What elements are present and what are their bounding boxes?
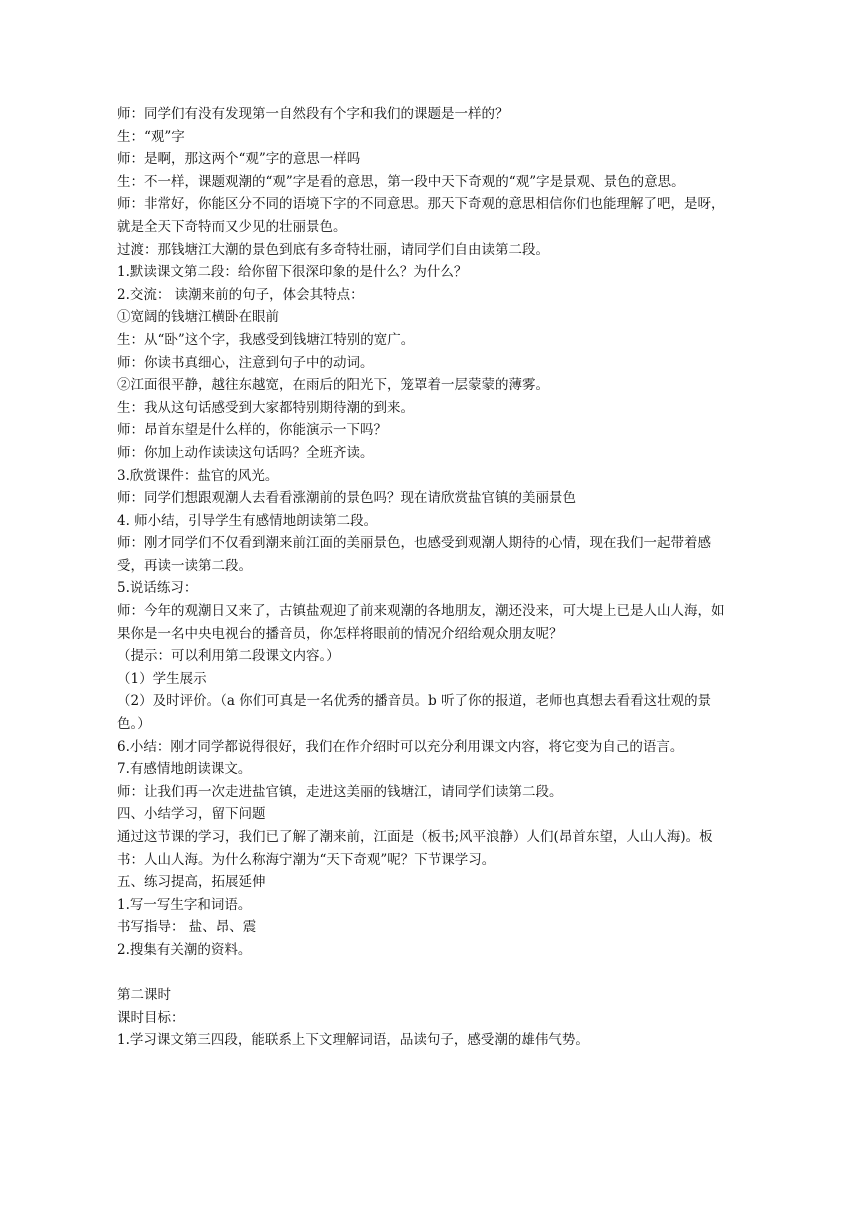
blank-line — [117, 962, 735, 985]
paragraph: 1.写一写生字和词语。 — [117, 896, 252, 913]
section-heading: 五、练习提高，拓展延伸 — [117, 874, 266, 891]
paragraph: 师：同学们想跟观潮人去看看涨潮前的景色吗？现在请欣赏盐官镇的美丽景色 — [117, 490, 576, 507]
paragraph: 生：不一样，课题观潮的“观”字是看的意思，第一段中天下奇观的“观”字是景观、景色的意思。 — [117, 173, 685, 190]
paragraph: 生：“观”字 — [117, 128, 185, 145]
paragraph: 1.学习课文第三四段，能联系上下文理解词语，品读句子，感受潮的雄伟气势。 — [117, 1032, 589, 1049]
paragraph: 生：从“卧”这个字，我感受到钱塘江特别的宽广。 — [117, 331, 415, 348]
paragraph: 师：让我们再一次走进盐官镇，走进这美丽的钱塘江，请同学们读第二段。 — [117, 783, 563, 800]
paragraph: 书写指导： 盐、昂、震 — [117, 919, 257, 936]
paragraph: （1）学生展示 — [117, 670, 207, 687]
paragraph: ①宽阔的钱塘江横卧在眼前 — [117, 309, 279, 326]
paragraph: 师：刚才同学们不仅看到潮来前江面的美丽景色，也感受到观潮人期待的心情，现在我们一起带着感受，再读一读第二段。 — [117, 535, 711, 574]
paragraph: 5.说话练习： — [117, 580, 198, 597]
paragraph: （2）及时评价。（a 你们可真是一名优秀的播音员。b 听了你的报道，老师也真想去看看这壮观的景色。） — [117, 693, 712, 733]
paragraph: 师：昂首东望是什么样的，你能演示一下吗？ — [117, 422, 387, 439]
paragraph: 生：我从这句话感受到大家都特别期待潮的到来。 — [117, 399, 414, 416]
document-page — [117, 103, 735, 1052]
paragraph: 通过这节课的学习，我们已了解了潮来前，江面是（板书;风平浪静）人们(昂首东望，人山人海)。板书：人山人海。为什么称海宁潮为“天下奇观”呢？下节课学习。 — [117, 829, 713, 868]
paragraph: 过渡：那钱塘江大潮的景色到底有多奇特壮丽，请同学们自由读第二段。 — [117, 241, 549, 258]
paragraph: 师：你读书真细心，注意到句子中的动词。 — [117, 354, 374, 371]
paragraph: 6.小结：刚才同学都说得很好，我们在作介绍时可以充分利用课文内容，将它变为自己的语言。 — [117, 738, 684, 755]
paragraph: 师：是啊，那这两个“观”字的意思一样吗 — [117, 151, 361, 168]
paragraph: 7.有感情地朗读课文。 — [117, 761, 252, 778]
paragraph: 4. 师小结，引导学生有感情地朗读第二段。 — [117, 512, 378, 529]
section-heading: 第二课时 — [117, 987, 171, 1004]
paragraph: ②江面很平静，越往东越宽，在雨后的阳光下，笼罩着一层蒙蒙的薄雾。 — [117, 377, 549, 394]
paragraph: （提示：可以利用第二段课文内容。） — [117, 648, 340, 665]
paragraph: 师：非常好，你能区分不同的语境下字的不同意思。那天下奇观的意思相信你们也能理解了吧，是呀，就是全天下奇特而又少见的壮丽景色。 — [117, 196, 725, 235]
paragraph: 3.欣赏课件：盐官的风光。 — [117, 467, 279, 484]
paragraph: 课时目标： — [117, 1009, 185, 1026]
paragraph: 2.交流： 读潮来前的句子，体会其特点： — [117, 286, 364, 303]
paragraph: 师：同学们有没有发现第一自然段有个字和我们的课题是一样的？ — [117, 106, 509, 122]
paragraph: 师：你加上动作读读这句话吗？全班齐读。 — [117, 444, 374, 461]
paragraph: 师：今年的观潮日又来了，古镇盐观迎了前来观潮的各地朋友，潮还没来，可大堤上已是人山人海，如果你是一名中央电视台的播音员，你怎样将眼前的情况介绍给观众朋友呢？ — [117, 603, 725, 642]
paragraph: 2.搜集有关潮的资料。 — [117, 941, 252, 958]
section-heading: 四、小结学习，留下问题 — [117, 806, 266, 823]
paragraph: 1.默读课文第二段：给你留下很深印象的是什么？为什么？ — [117, 264, 468, 281]
